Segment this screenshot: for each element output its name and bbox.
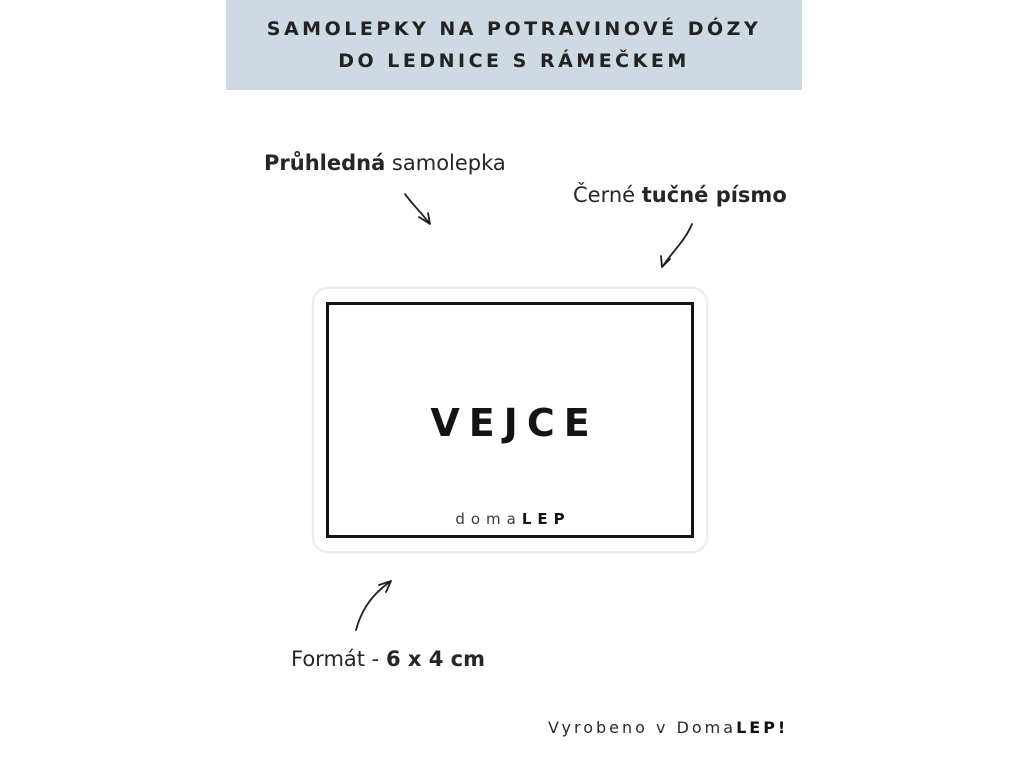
annotation-format (291, 647, 485, 671)
footer-credit (548, 718, 788, 737)
sticker-title: VEJCE (430, 401, 599, 445)
annotation-transparent-bold: Průhledná (264, 151, 386, 175)
footer-bold: LEP! (736, 718, 789, 737)
annotation-transparent-sticker (264, 151, 506, 175)
footer-plain: Vyrobeno v Doma (548, 718, 737, 737)
banner-title-line2: DO LEDNICE S RÁMEČKEM (338, 50, 690, 72)
sticker-brand-bold: LEP (521, 510, 571, 528)
annotation-format-bold: 6 x 4 cm (385, 647, 485, 671)
annotation-font-plain: Černé (573, 183, 642, 207)
sticker-mockup (312, 287, 708, 553)
sticker-brand-logo (329, 510, 691, 528)
annotation-font-bold: tučné písmo (641, 183, 787, 207)
sticker-frame (326, 302, 694, 538)
header-banner (226, 0, 802, 90)
annotation-black-bold-font (573, 183, 787, 207)
arrow-up-right-icon (356, 581, 391, 630)
arrow-down-left-icon (661, 224, 692, 267)
sticker-brand-light: doma (455, 510, 522, 528)
banner-title-line1: SAMOLEPKY NA POTRAVINOVÉ DÓZY (266, 18, 762, 40)
annotation-transparent-rest: samolepka (385, 151, 506, 175)
arrow-down-right-icon (405, 194, 430, 224)
annotation-format-plain: Formát - (291, 647, 386, 671)
